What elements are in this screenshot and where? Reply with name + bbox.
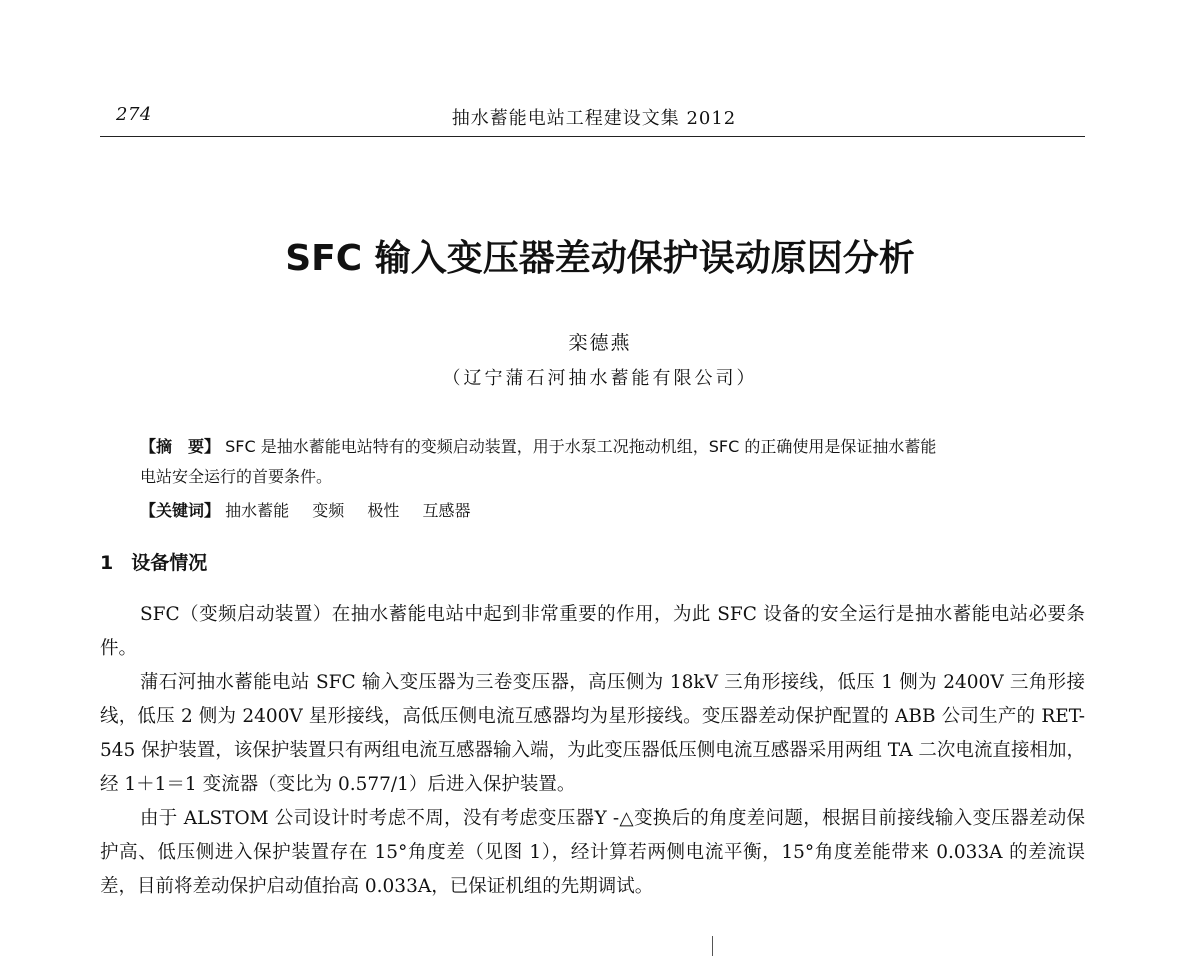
body-paragraph: 由于 ALSTOM 公司设计时考虑不周，没有考虑变压器Y -△变换后的角度差问题，根据目前接线输入变压器差动保护高、低压侧进入保护装置存在 15°角度差（见图 1），经计算若两侧电流平衡，15°角度差能带来 0.033A 的差流误差，目前将差动保护启动值抬高 0.033A，已保证机组的先期调试。: [100, 808, 1085, 897]
section-number: 1: [100, 552, 114, 574]
article-title: SFC 输入变压器差动保护误动原因分析: [285, 238, 915, 279]
keyword-item: 极性: [367, 501, 400, 520]
keywords-label: 【关键词】: [140, 501, 221, 520]
author-affiliation: （辽宁蒲石河抽水蓄能有限公司）: [442, 368, 758, 389]
keyword-item: 抽水蓄能: [225, 501, 290, 520]
keywords: [140, 496, 488, 526]
header-rule: [100, 136, 1085, 137]
abstract-text-line2: 电站安全运行的首要条件。: [140, 467, 333, 486]
page-number: 274: [116, 104, 152, 125]
abstract-text-line1: SFC 是抽水蓄能电站特有的变频启动装置，用于水泵工况拖动机组，SFC 的正确使用是保证抽水蓄能: [225, 437, 937, 456]
running-header: [0, 104, 1200, 130]
body-paragraph: SFC（变频启动装置）在抽水蓄能电站中起到非常重要的作用，为此 SFC 设备的安全运行是抽水蓄能电站必要条件。: [100, 604, 1085, 659]
abstract: [140, 432, 1060, 492]
section-heading: [100, 548, 207, 575]
section-title: 设备情况: [131, 552, 208, 574]
section-body: [100, 598, 1085, 904]
author-name: 栾德燕: [568, 332, 632, 354]
keyword-item: 变频: [312, 501, 345, 520]
keyword-item: 互感器: [422, 501, 471, 520]
journal-title: 抽水蓄能电站工程建设文集 2012: [451, 108, 737, 129]
abstract-label: 【摘 要】: [140, 437, 221, 456]
scan-fold-mark: [712, 936, 713, 956]
body-paragraph: 蒲石河抽水蓄能电站 SFC 输入变压器为三卷变压器，高压侧为 18kV 三角形接线，低压 1 侧为 2400V 三角形接线，低压 2 侧为 2400V 星形接线，高低压侧电流互感器均为星形接线。变压器差动保护配置的 ABB 公司生产的 RET-545 保护装置，该保护装置只有两组电流互感器输入端，为此变压器低压侧电流互感器采用两组 TA 二次电流直接相加，经 1＋1＝1 变流器（变比为 0.577/1）后进入保护装置。: [100, 672, 1085, 795]
